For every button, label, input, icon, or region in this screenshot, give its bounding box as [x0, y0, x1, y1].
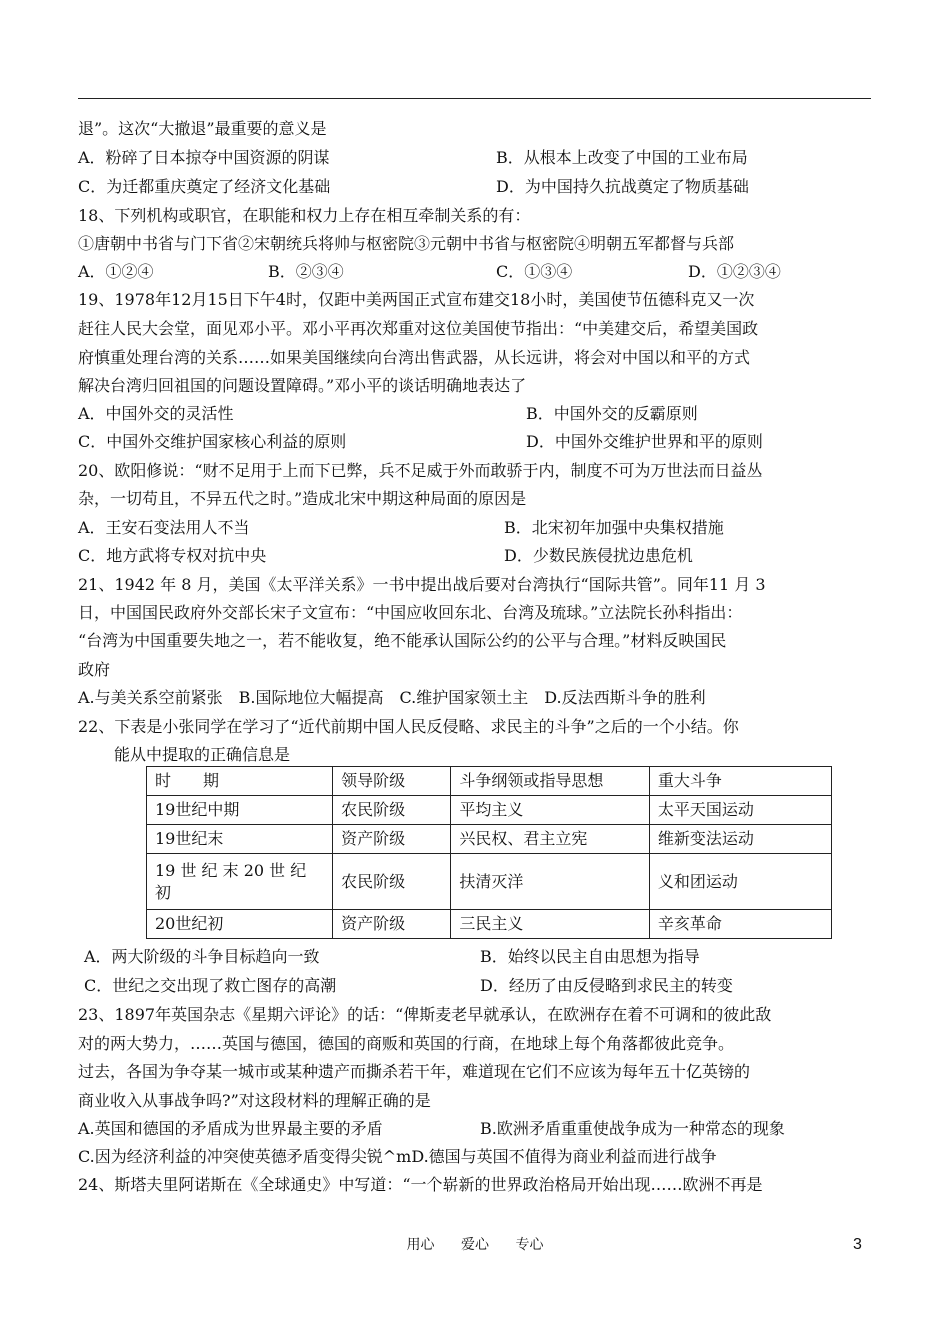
q17-option-b: B．从根本上改变了中国的工业布局 — [496, 148, 748, 167]
table-cell: 辛亥革命 — [649, 910, 831, 939]
q23-stem-line-1: 23、1897年英国杂志《星期六评论》的话：“俾斯麦老早就承认，在欧洲存在着不可调和的彼此敌 — [78, 1005, 772, 1024]
q18-option-d: D．①②③④ — [688, 262, 781, 281]
q21-stem-line-3: “台湾为中国重要失地之一，若不能收复，绝不能承认国际公约的公平与合理。”材料反映国民 — [78, 631, 727, 650]
q23-option-b: B.欧洲矛盾重重使战争成为一种常态的现象 — [480, 1119, 785, 1138]
q21-stem-line-2: 日，中国国民政府外交部长宋子文宣布：“中国应收回东北、台湾及琉球。”立法院长孙科指出： — [78, 603, 743, 622]
table-cell: 维新变法运动 — [649, 825, 831, 854]
q23-stem-line-2: 对的两大势力，……英国与德国，德国的商贩和英国的行商，在地球上每个角落都彼此竞争。 — [78, 1034, 735, 1053]
table-cell: 资产阶级 — [333, 825, 451, 854]
q22-option-b: B．始终以民主自由思想为指导 — [480, 947, 700, 966]
q19-option-d: D．中国外交维护世界和平的原则 — [526, 432, 763, 451]
table-cell: 农民阶级 — [333, 854, 451, 910]
table-header-cell: 领导阶级 — [333, 767, 451, 796]
q20-stem-line-1: 20、欧阳修说：“财不足用于上而下已弊，兵不足威于外而敢骄于内，制度不可为万世法而日益丛 — [78, 461, 763, 480]
q20-option-a: A．王安石变法用人不当 — [78, 518, 250, 537]
q20-option-b: B．北宋初年加强中央集权措施 — [504, 518, 724, 537]
q23-stem-line-3: 过去，各国为争夺某一城市或某种遗产而撕杀若干年，难道现在它们不应该为每年五十亿英镑的 — [78, 1062, 751, 1081]
table-cell: 扶清灭洋 — [451, 854, 650, 910]
table-row — [147, 825, 832, 854]
q20-stem-line-2: 杂，一切苟且，不异五代之时。”造成北宋中期这种局面的原因是 — [78, 489, 527, 508]
table-cell: 19世纪末 — [147, 825, 333, 854]
header-rule — [78, 98, 871, 99]
table-cell: 资产阶级 — [333, 910, 451, 939]
q17-option-c: C．为迁都重庆奠定了经济文化基础 — [78, 177, 331, 196]
table-cell: 兴民权、君主立宪 — [451, 825, 650, 854]
q20-option-d: D．少数民族侵扰边患危机 — [504, 546, 693, 565]
q18-option-a: A．①②④ — [78, 262, 154, 281]
table-row — [147, 910, 832, 939]
table-cell: 19 世 纪 末 20 世 纪 初 — [147, 854, 333, 910]
table-header-cell: 时 期 — [147, 767, 333, 796]
table-cell: 农民阶级 — [333, 796, 451, 825]
q17-option-a: A．粉碎了日本掠夺中国资源的阴谋 — [78, 148, 330, 167]
q18-option-c: C．①③④ — [496, 262, 573, 281]
table-header-cell: 重大斗争 — [649, 767, 831, 796]
q19-stem-line-3: 府慎重处理台湾的关系……如果美国继续向台湾出售武器，从长远讲，将会对中国以和平的方式 — [78, 348, 751, 367]
q19-option-b: B．中国外交的反霸原则 — [526, 404, 698, 423]
q22-option-c: C．世纪之交出现了救亡图存的高潮 — [84, 976, 337, 995]
table-cell: 义和团运动 — [649, 854, 831, 910]
q19-option-a: A．中国外交的灵活性 — [78, 404, 234, 423]
table-cell: 20世纪初 — [147, 910, 333, 939]
q22-stem-line-2: 能从中提取的正确信息是 — [114, 745, 291, 764]
q19-stem-line-1: 19、1978年12月15日下午4时，仅距中美两国正式宣布建交18小时，美国使节伍德科克又一次 — [78, 290, 755, 309]
q21-options: A.与美关系空前紧张 B.国际地位大幅提高 C.维护国家领土主 D.反法西斯斗争的胜利 — [78, 688, 706, 707]
q17-option-d: D．为中国持久抗战奠定了物质基础 — [496, 177, 749, 196]
page-number: 3 — [853, 1236, 862, 1253]
q17-stem-tail: 退”。这次“大撤退”最重要的意义是 — [78, 119, 327, 138]
table-header-row — [147, 767, 832, 796]
q22-option-d: D．经历了由反侵略到求民主的转变 — [480, 976, 733, 995]
q23-options-c-d: C.因为经济利益的冲突使英德矛盾变得尖锐^mD.德国与英国不值得为商业利益而进行战争 — [78, 1147, 717, 1166]
summary-table — [146, 766, 832, 939]
q23-stem-line-4: 商业收入从事战争吗?”对这段材料的理解正确的是 — [78, 1091, 431, 1110]
table-cell: 19世纪中期 — [147, 796, 333, 825]
q22-stem-line-1: 22、下表是小张同学在学习了“近代前期中国人民反侵略、求民主的斗争”之后的一个小结。你 — [78, 717, 739, 736]
q19-option-c: C．中国外交维护国家核心利益的原则 — [78, 432, 347, 451]
q22-option-a: A．两大阶级的斗争目标趋向一致 — [84, 947, 320, 966]
q20-option-c: C．地方武将专权对抗中央 — [78, 546, 267, 565]
table-row — [147, 854, 832, 910]
q21-stem-line-4: 政府 — [78, 660, 111, 679]
q19-stem-line-4: 解决台湾归回祖国的问题设置障碍。”邓小平的谈话明确地表达了 — [78, 376, 527, 395]
table-cell: 三民主义 — [451, 910, 650, 939]
q23-option-a: A.英国和德国的矛盾成为世界最主要的矛盾 — [78, 1119, 383, 1138]
q18-option-b: B．②③④ — [268, 262, 344, 281]
table-cell: 平均主义 — [451, 796, 650, 825]
table-row — [147, 796, 832, 825]
q18-items: ①唐朝中书省与门下省②宋朝统兵将帅与枢密院③元朝中书省与枢密院④明朝五军都督与兵部 — [78, 234, 735, 253]
q19-stem-line-2: 赶往人民大会堂，面见邓小平。邓小平再次郑重对这位美国使节指出：“中美建交后，希望美国政 — [78, 319, 759, 338]
q24-stem-line-1: 24、斯塔夫里阿诺斯在《全球通史》中写道：“一个崭新的世界政治格局开始出现……欧洲不再是 — [78, 1175, 763, 1194]
q21-stem-line-1: 21、1942 年 8 月，美国《太平洋关系》一书中提出战后要对台湾执行“国际共管”。同年11 月 3 — [78, 575, 766, 594]
table-header-cell: 斗争纲领或指导思想 — [451, 767, 650, 796]
page-footer: 用心 爱心 专心 — [406, 1237, 544, 1253]
q18-stem: 18、下列机构或职官，在职能和权力上存在相互牵制关系的有： — [78, 206, 531, 225]
table-cell: 太平天国运动 — [649, 796, 831, 825]
